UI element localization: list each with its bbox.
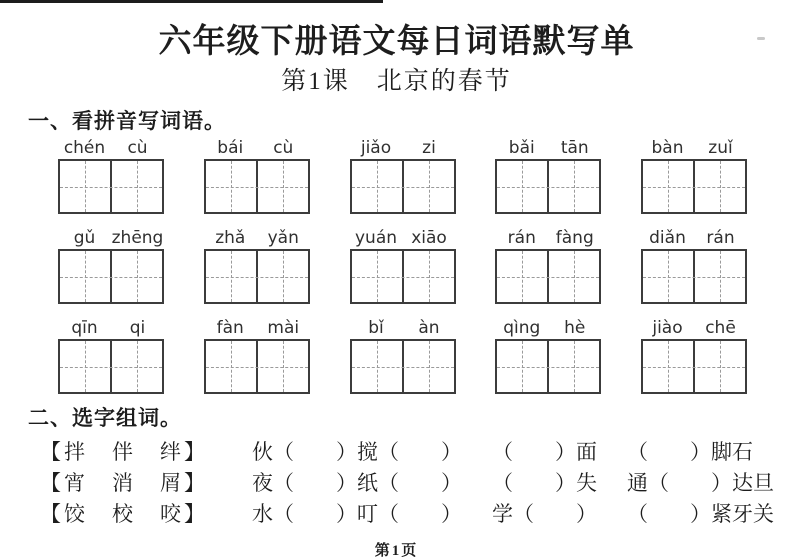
word-unit (204, 137, 310, 214)
pinyin-label (641, 137, 747, 159)
word-unit (641, 227, 747, 304)
pinyin-syllable: rán (507, 228, 536, 248)
fill-blank-item: 夜（ ） (252, 471, 357, 495)
pinyin-syllable: mài (267, 318, 300, 338)
writing-box (204, 339, 310, 394)
fill-blank-item: 叮（ ） (357, 502, 462, 526)
writing-cell (497, 161, 549, 212)
section1-heading: 一、看拼音写词语。 (28, 110, 226, 133)
pinyin-syllable: yǎn (267, 228, 299, 248)
writing-box (495, 159, 601, 214)
pinyin-syllable: àn (418, 318, 440, 338)
fill-blank-item: （ ）紧牙关 (627, 502, 774, 526)
scan-artifact-line (0, 0, 383, 3)
word-unit (58, 317, 164, 394)
pinyin-syllable: zi (422, 138, 436, 158)
pinyin-label (58, 137, 164, 159)
pinyin-syllable: yuán (354, 228, 398, 248)
lesson-subtitle: 第1课 北京的春节 (281, 68, 512, 95)
pinyin-label (204, 317, 310, 339)
page-title: 六年级下册语文每日词语默写单 (158, 24, 635, 60)
pinyin-grid-area (58, 137, 747, 394)
pinyin-syllable: cù (273, 138, 294, 158)
writing-cell (549, 341, 599, 392)
writing-cell (352, 161, 404, 212)
writing-cell (404, 341, 454, 392)
writing-cell (258, 161, 308, 212)
pinyin-syllable: bǐ (368, 318, 384, 338)
writing-box (350, 159, 456, 214)
writing-cell (112, 251, 162, 302)
writing-cell (404, 251, 454, 302)
writing-cell (60, 161, 112, 212)
writing-cell (643, 161, 695, 212)
choose-line (40, 499, 793, 530)
writing-cell (206, 161, 258, 212)
pinyin-label (495, 137, 601, 159)
pinyin-syllable: jiào (652, 318, 683, 338)
word-unit (58, 137, 164, 214)
choose-words-area (40, 437, 793, 530)
pinyin-label (58, 317, 164, 339)
writing-cell (206, 251, 258, 302)
fill-blank-item: 通（ ）达旦 (627, 471, 774, 495)
writing-box (58, 339, 164, 394)
writing-cell (404, 161, 454, 212)
pinyin-syllable: zhǎ (215, 228, 246, 248)
pinyin-label (350, 317, 456, 339)
choose-line (40, 437, 793, 468)
writing-cell (695, 341, 745, 392)
pinyin-syllable: bàn (651, 138, 684, 158)
pinyin-row (58, 317, 747, 394)
pinyin-label (350, 227, 456, 249)
writing-box (58, 249, 164, 304)
pinyin-syllable: bái (217, 138, 244, 158)
word-unit (495, 317, 601, 394)
writing-cell (60, 251, 112, 302)
word-unit (641, 137, 747, 214)
writing-box (641, 159, 747, 214)
writing-cell (549, 251, 599, 302)
character-options: 【宵 消 屑】 (40, 471, 208, 495)
word-unit (204, 317, 310, 394)
pinyin-syllable: qīn (71, 318, 98, 338)
pinyin-syllable: jiǎo (360, 138, 392, 158)
writing-cell (549, 161, 599, 212)
pinyin-label (641, 317, 747, 339)
pinyin-syllable: diǎn (649, 228, 686, 248)
fill-blank-item: （ ）面 (492, 440, 597, 464)
fill-blank-item: 纸（ ） (357, 471, 462, 495)
word-unit (495, 227, 601, 304)
word-unit (350, 227, 456, 304)
writing-cell (352, 251, 404, 302)
word-unit (641, 317, 747, 394)
fill-blank-item: 水（ ） (252, 502, 357, 526)
pinyin-label (58, 227, 164, 249)
writing-cell (112, 161, 162, 212)
writing-cell (352, 341, 404, 392)
writing-cell (206, 341, 258, 392)
pinyin-syllable: fàn (216, 318, 244, 338)
pinyin-label (495, 317, 601, 339)
pinyin-label (204, 227, 310, 249)
word-unit (204, 227, 310, 304)
pinyin-label (495, 227, 601, 249)
fill-blank-item: 伙（ ） (252, 440, 357, 464)
writing-box (495, 249, 601, 304)
writing-cell (258, 251, 308, 302)
word-unit (350, 137, 456, 214)
writing-box (495, 339, 601, 394)
page-number: 第1页 (374, 543, 419, 559)
pinyin-syllable: rán (706, 228, 735, 248)
writing-cell (643, 341, 695, 392)
pinyin-label (350, 137, 456, 159)
writing-cell (258, 341, 308, 392)
pinyin-syllable: chē (705, 318, 736, 338)
fill-blank-item: （ ）失 (492, 471, 597, 495)
writing-box (641, 249, 747, 304)
character-options: 【饺 校 咬】 (40, 502, 208, 526)
pinyin-row (58, 227, 747, 304)
choose-line (40, 468, 793, 499)
writing-cell (643, 251, 695, 302)
pinyin-label (641, 227, 747, 249)
pinyin-syllable: fàng (555, 228, 594, 248)
pinyin-label (204, 137, 310, 159)
fill-blank-item: 学（ ） (492, 502, 597, 526)
writing-cell (497, 341, 549, 392)
scan-artifact-speck (757, 37, 765, 40)
section2-heading: 二、选字组词。 (28, 407, 182, 430)
writing-cell (60, 341, 112, 392)
pinyin-syllable: tān (560, 138, 589, 158)
writing-cell (695, 251, 745, 302)
writing-box (350, 339, 456, 394)
pinyin-syllable: zuǐ (708, 138, 733, 158)
word-unit (495, 137, 601, 214)
pinyin-syllable: bǎi (508, 138, 535, 158)
fill-blank-item: （ ）脚石 (627, 440, 753, 464)
writing-cell (695, 161, 745, 212)
character-options: 【拌 伴 绊】 (40, 440, 208, 464)
word-unit (58, 227, 164, 304)
pinyin-syllable: xiāo (411, 228, 447, 248)
pinyin-syllable: hè (564, 318, 586, 338)
writing-box (204, 249, 310, 304)
fill-blank-item: 搅（ ） (357, 440, 462, 464)
writing-cell (497, 251, 549, 302)
writing-box (641, 339, 747, 394)
pinyin-row (58, 137, 747, 214)
pinyin-syllable: qi (129, 318, 146, 338)
writing-box (58, 159, 164, 214)
word-unit (350, 317, 456, 394)
writing-box (204, 159, 310, 214)
writing-cell (112, 341, 162, 392)
pinyin-syllable: gǔ (73, 228, 96, 248)
pinyin-syllable: cù (127, 138, 148, 158)
pinyin-syllable: zhēng (111, 228, 164, 248)
writing-box (350, 249, 456, 304)
pinyin-syllable: qìng (503, 318, 541, 338)
pinyin-syllable: chén (63, 138, 106, 158)
